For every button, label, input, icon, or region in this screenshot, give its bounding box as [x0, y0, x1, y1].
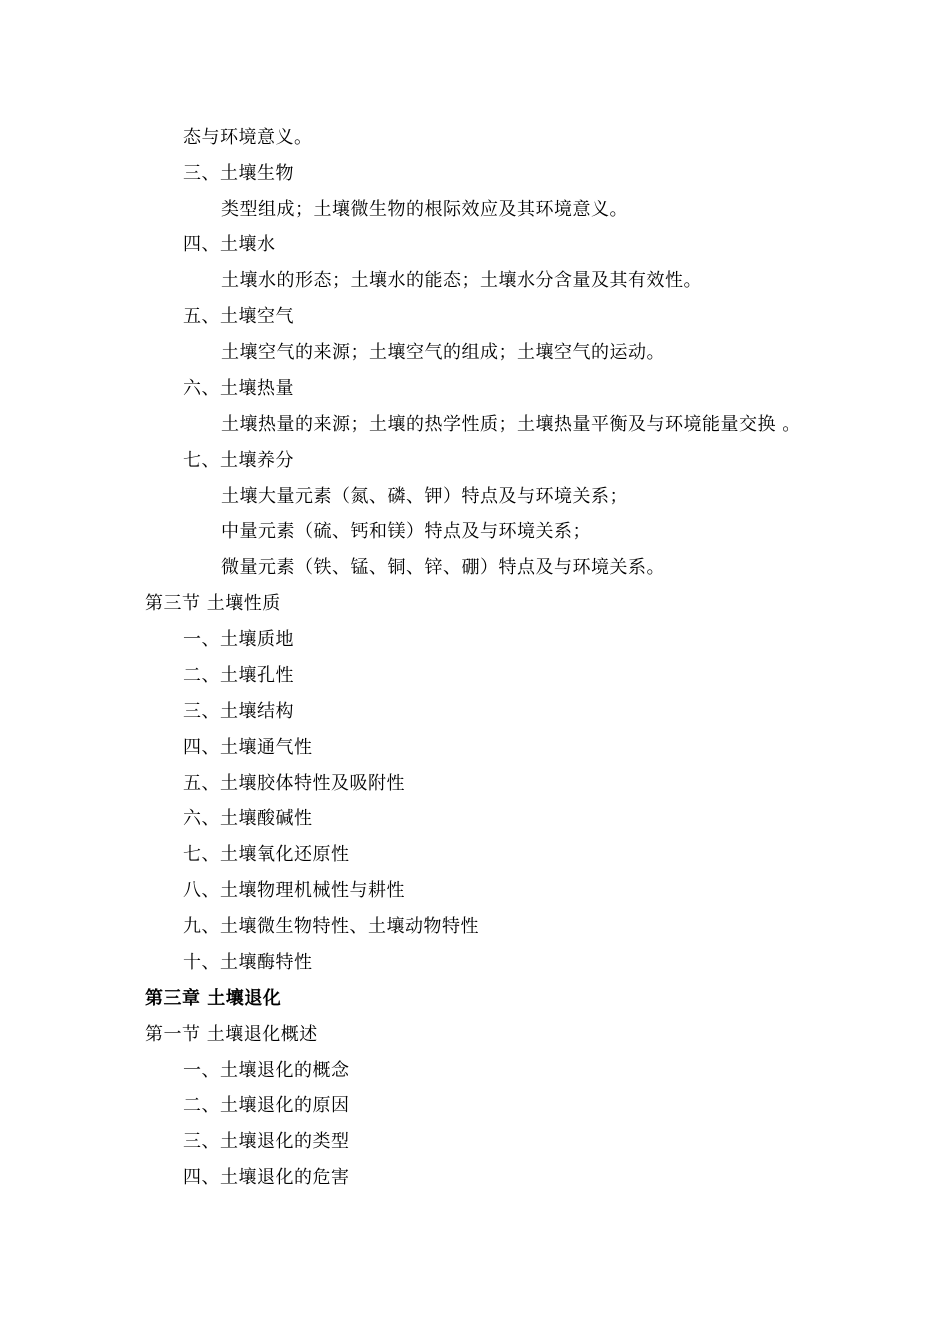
item-body: 中量元素（硫、钙和镁）特点及与环境关系； — [221, 521, 591, 542]
continuation-text: 态与环境意义。 — [183, 127, 313, 148]
list-item: 八、土壤物理机械性与耕性 — [183, 880, 405, 901]
item-body: 类型组成；土壤微生物的根际效应及其环境意义。 — [221, 199, 628, 220]
list-item: 一、土壤质地 — [183, 629, 294, 650]
item-heading: 三、土壤生物 — [183, 163, 294, 184]
list-item: 二、土壤退化的原因 — [183, 1095, 350, 1116]
list-item: 一、土壤退化的概念 — [183, 1060, 350, 1081]
section-heading: 第一节 土壤退化概述 — [145, 1024, 318, 1045]
item-body: 土壤空气的来源；土壤空气的组成；土壤空气的运动。 — [221, 342, 665, 363]
list-item: 十、土壤酶特性 — [183, 952, 313, 973]
list-item: 四、土壤通气性 — [183, 737, 313, 758]
item-heading: 五、土壤空气 — [183, 306, 294, 327]
chapter-heading: 第三章 土壤退化 — [145, 988, 282, 1009]
item-body: 土壤热量的来源；土壤的热学性质；土壤热量平衡及与环境能量交换 。 — [221, 414, 801, 435]
list-item: 五、土壤胶体特性及吸附性 — [183, 773, 405, 794]
list-item: 九、土壤微生物特性、土壤动物特性 — [183, 916, 479, 937]
item-body: 土壤大量元素（氮、磷、钾）特点及与环境关系； — [221, 486, 628, 507]
list-item: 二、土壤孔性 — [183, 665, 294, 686]
item-heading: 四、土壤水 — [183, 234, 276, 255]
list-item: 三、土壤退化的类型 — [183, 1131, 350, 1152]
list-item: 三、土壤结构 — [183, 701, 294, 722]
item-body: 土壤水的形态；土壤水的能态；土壤水分含量及其有效性。 — [221, 270, 702, 291]
section-heading: 第三节 土壤性质 — [145, 593, 281, 614]
list-item: 七、土壤氧化还原性 — [183, 844, 350, 865]
list-item: 六、土壤酸碱性 — [183, 808, 313, 829]
item-body: 微量元素（铁、锰、铜、锌、硼）特点及与环境关系。 — [221, 557, 665, 578]
item-heading: 七、土壤养分 — [183, 450, 294, 471]
list-item: 四、土壤退化的危害 — [183, 1167, 350, 1188]
item-heading: 六、土壤热量 — [183, 378, 294, 399]
